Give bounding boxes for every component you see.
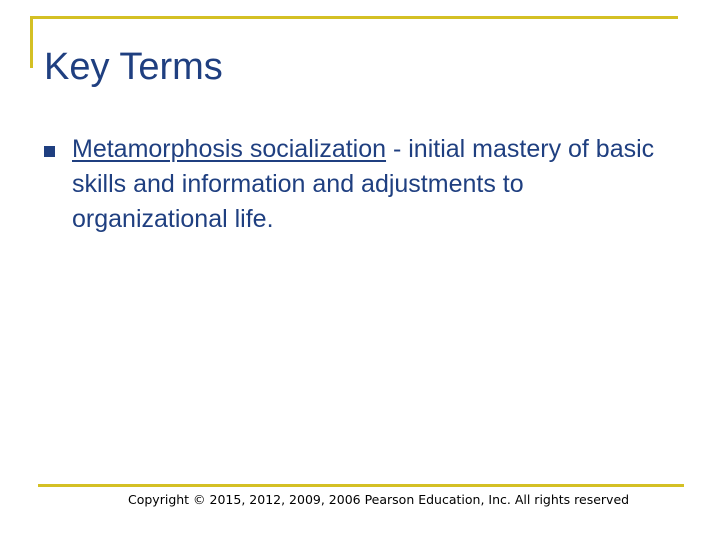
bullet-item [40,132,680,237]
key-term: Metamorphosis socialization [72,135,387,163]
bullet-list [40,132,680,237]
footer-rule [38,484,684,487]
term-definition: - initial mastery of basic skills and information and adjustments to organizational life. [72,135,655,233]
square-bullet-icon [44,146,55,157]
frame-left-rule [30,16,33,68]
slide-title: Key Terms [44,46,223,88]
copyright-footer: Copyright © 2015, 2012, 2009, 2006 Pearson Education, Inc. All rights reserved [128,492,630,507]
bullet-text [72,132,680,237]
frame-top-rule [30,16,678,19]
